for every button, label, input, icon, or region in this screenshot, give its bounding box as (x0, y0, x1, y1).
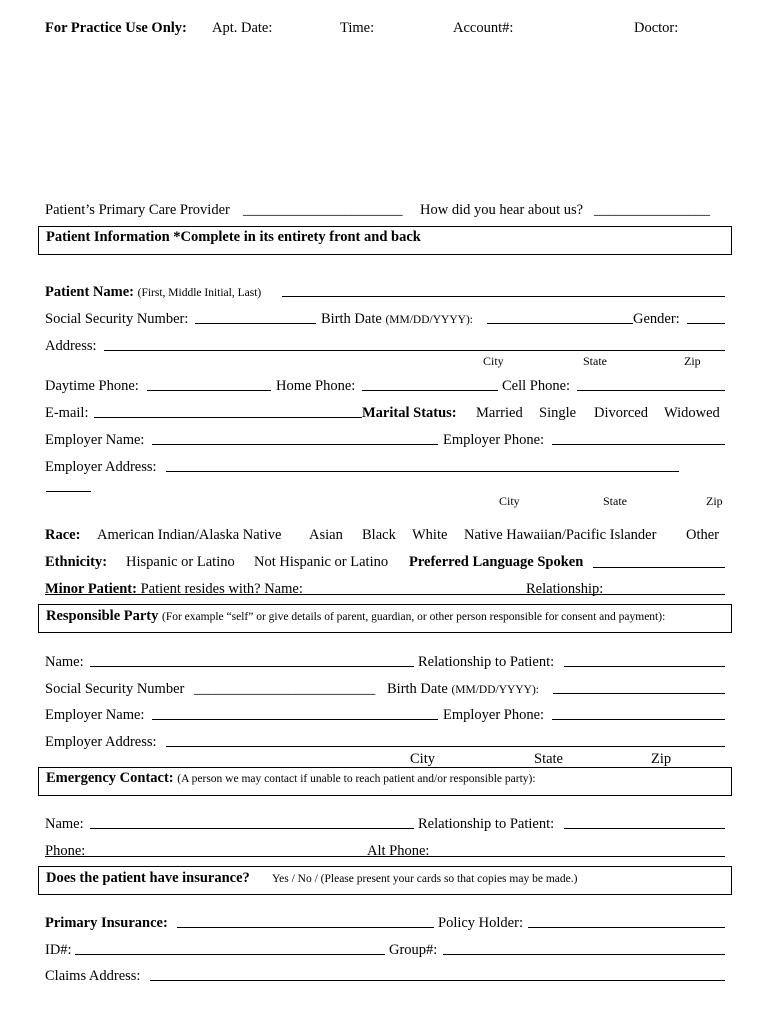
pcp-blank[interactable]: ______________________ (243, 202, 403, 218)
rp-emp-name-field[interactable] (152, 719, 438, 720)
id-field[interactable] (75, 954, 385, 955)
rp-emp-name-label: Employer Name: (45, 707, 145, 723)
doctor-label: Doctor: (634, 20, 679, 36)
ec-phone-label: Phone: (45, 843, 86, 859)
group-label: Group#: (389, 942, 438, 958)
responsible-hint: (For example “self” or give details of parent, guardian, or other person responsible for consent and payment): (162, 611, 666, 623)
marital-widowed[interactable]: Widowed (664, 405, 720, 421)
address-label: Address: (45, 338, 97, 354)
marital-label: Marital Status: (362, 405, 457, 421)
emergency-header: Emergency Contact: (46, 770, 174, 786)
ethnicity-label: Ethnicity: (45, 554, 108, 570)
patient-name-row (45, 283, 261, 302)
rp-birth-hint: (MM/DD/YYYY): (451, 684, 539, 696)
address-zip-label: Zip (684, 354, 701, 368)
ec-alt-phone-label: Alt Phone: (367, 843, 430, 859)
gender-field[interactable] (687, 323, 725, 324)
emergency-hint: (A person we may contact if unable to reach patient and/or responsible party): (177, 773, 536, 785)
rp-city-label: City (410, 751, 435, 767)
race-option-black[interactable]: Black (362, 527, 396, 543)
address-field[interactable] (104, 350, 725, 351)
responsible-header-row (46, 607, 665, 626)
rp-relationship-field[interactable] (564, 666, 725, 667)
day-phone-label: Daytime Phone: (45, 378, 139, 394)
rp-ssn-blank[interactable]: _________________________ (194, 681, 376, 697)
ec-name-label: Name: (45, 816, 84, 832)
rp-relationship-label: Relationship to Patient: (418, 654, 555, 670)
birth-hint: (MM/DD/YYYY): (385, 314, 473, 326)
pcp-label: Patient’s Primary Care Provider (45, 202, 230, 218)
ssn-field[interactable] (195, 323, 316, 324)
patient-info-header-box (38, 226, 732, 255)
rp-emp-address-label: Employer Address: (45, 734, 157, 750)
ethnicity-hispanic[interactable]: Hispanic or Latino (126, 554, 235, 570)
emp-state-label: State (603, 494, 627, 508)
emergency-header-box (38, 767, 732, 796)
insurance-header-box (38, 866, 732, 895)
race-option-hawaiian[interactable]: Native Hawaiian/Pacific Islander (464, 527, 657, 543)
minor-relationship-label: Relationship: (526, 581, 604, 597)
emp-phone-field[interactable] (552, 444, 725, 445)
emp-phone-label: Employer Phone: (443, 432, 545, 448)
rp-birth-field[interactable] (553, 693, 725, 694)
patient-name-label: Patient Name: (45, 284, 134, 300)
emp-name-label: Employer Name: (45, 432, 145, 448)
primary-insurance-label: Primary Insurance: (45, 915, 168, 931)
race-label: Race: (45, 527, 81, 543)
day-phone-field[interactable] (147, 390, 271, 391)
minor-text: Patient resides with? Name: (140, 581, 303, 597)
primary-insurance-field[interactable] (177, 927, 434, 928)
practice-use-title: For Practice Use Only: (45, 20, 187, 36)
emp-address-label: Employer Address: (45, 459, 157, 475)
address-city-label: City (483, 354, 504, 368)
responsible-header-box (38, 604, 732, 633)
ethnicity-not-hispanic[interactable]: Not Hispanic or Latino (254, 554, 389, 570)
birth-field[interactable] (487, 323, 633, 324)
policy-holder-field[interactable] (528, 927, 725, 928)
ec-relationship-label: Relationship to Patient: (418, 816, 555, 832)
time-label: Time: (340, 20, 375, 36)
home-phone-label: Home Phone: (276, 378, 356, 394)
ssn-label: Social Security Number: (45, 311, 189, 327)
emp-address-field[interactable] (166, 471, 679, 472)
hear-label: How did you hear about us? (420, 202, 584, 218)
patient-name-field[interactable] (282, 296, 725, 297)
emp-address-field-cont[interactable] (46, 491, 91, 492)
emergency-header-row (46, 769, 536, 788)
cell-phone-field[interactable] (577, 390, 725, 391)
apt-date-label: Apt. Date: (212, 20, 273, 36)
emp-name-field[interactable] (152, 444, 438, 445)
insurance-hint: Yes / No / (Please present your cards so that copies may be made.) (272, 873, 578, 885)
id-label: ID#: (45, 942, 72, 958)
hear-blank[interactable]: ________________ (594, 202, 710, 218)
minor-row (45, 580, 303, 598)
ec-name-field[interactable] (90, 828, 414, 829)
race-option-asian[interactable]: Asian (309, 527, 343, 543)
account-label: Account#: (453, 20, 514, 36)
birth-label: Birth Date (321, 311, 382, 327)
ec-relationship-field[interactable] (564, 828, 725, 829)
marital-divorced[interactable]: Divorced (594, 405, 648, 421)
patient-name-hint: (First, Middle Initial, Last) (137, 287, 262, 299)
race-option-other[interactable]: Other (686, 527, 720, 543)
rp-emp-address-field[interactable] (166, 746, 725, 747)
rp-state-label: State (534, 751, 563, 767)
home-phone-field[interactable] (362, 390, 498, 391)
rp-zip-label: Zip (651, 751, 672, 767)
cell-phone-label: Cell Phone: (502, 378, 571, 394)
minor-label: Minor Patient: (45, 581, 137, 597)
email-field[interactable] (94, 417, 362, 418)
gender-label: Gender: (633, 311, 680, 327)
address-state-label: State (583, 354, 607, 368)
claims-address-label: Claims Address: (45, 968, 141, 984)
language-field[interactable] (593, 567, 725, 568)
rp-ssn-label: Social Security Number (45, 681, 185, 697)
language-label: Preferred Language Spoken (409, 554, 584, 570)
patient-info-header: Patient Information *Complete in its entirety front and back (46, 229, 421, 245)
race-option-american-indian[interactable]: American Indian/Alaska Native (97, 527, 282, 543)
marital-single[interactable]: Single (539, 405, 577, 421)
group-field[interactable] (443, 954, 725, 955)
emp-zip-label: Zip (706, 494, 723, 508)
rp-emp-phone-label: Employer Phone: (443, 707, 545, 723)
rp-emp-phone-field[interactable] (552, 719, 725, 720)
rp-name-field[interactable] (90, 666, 414, 667)
marital-married[interactable]: Married (476, 405, 523, 421)
emp-city-label: City (499, 494, 520, 508)
rp-birth-row (387, 680, 539, 699)
rp-birth-label: Birth Date (387, 681, 448, 697)
rp-name-label: Name: (45, 654, 84, 670)
minor-field[interactable] (45, 594, 725, 595)
policy-holder-label: Policy Holder: (438, 915, 523, 931)
birth-row (321, 310, 473, 329)
race-option-white[interactable]: White (412, 527, 448, 543)
insurance-header: Does the patient have insurance? (46, 870, 250, 886)
responsible-header: Responsible Party (46, 608, 159, 624)
email-label: E-mail: (45, 405, 89, 421)
claims-address-field[interactable] (150, 980, 725, 981)
